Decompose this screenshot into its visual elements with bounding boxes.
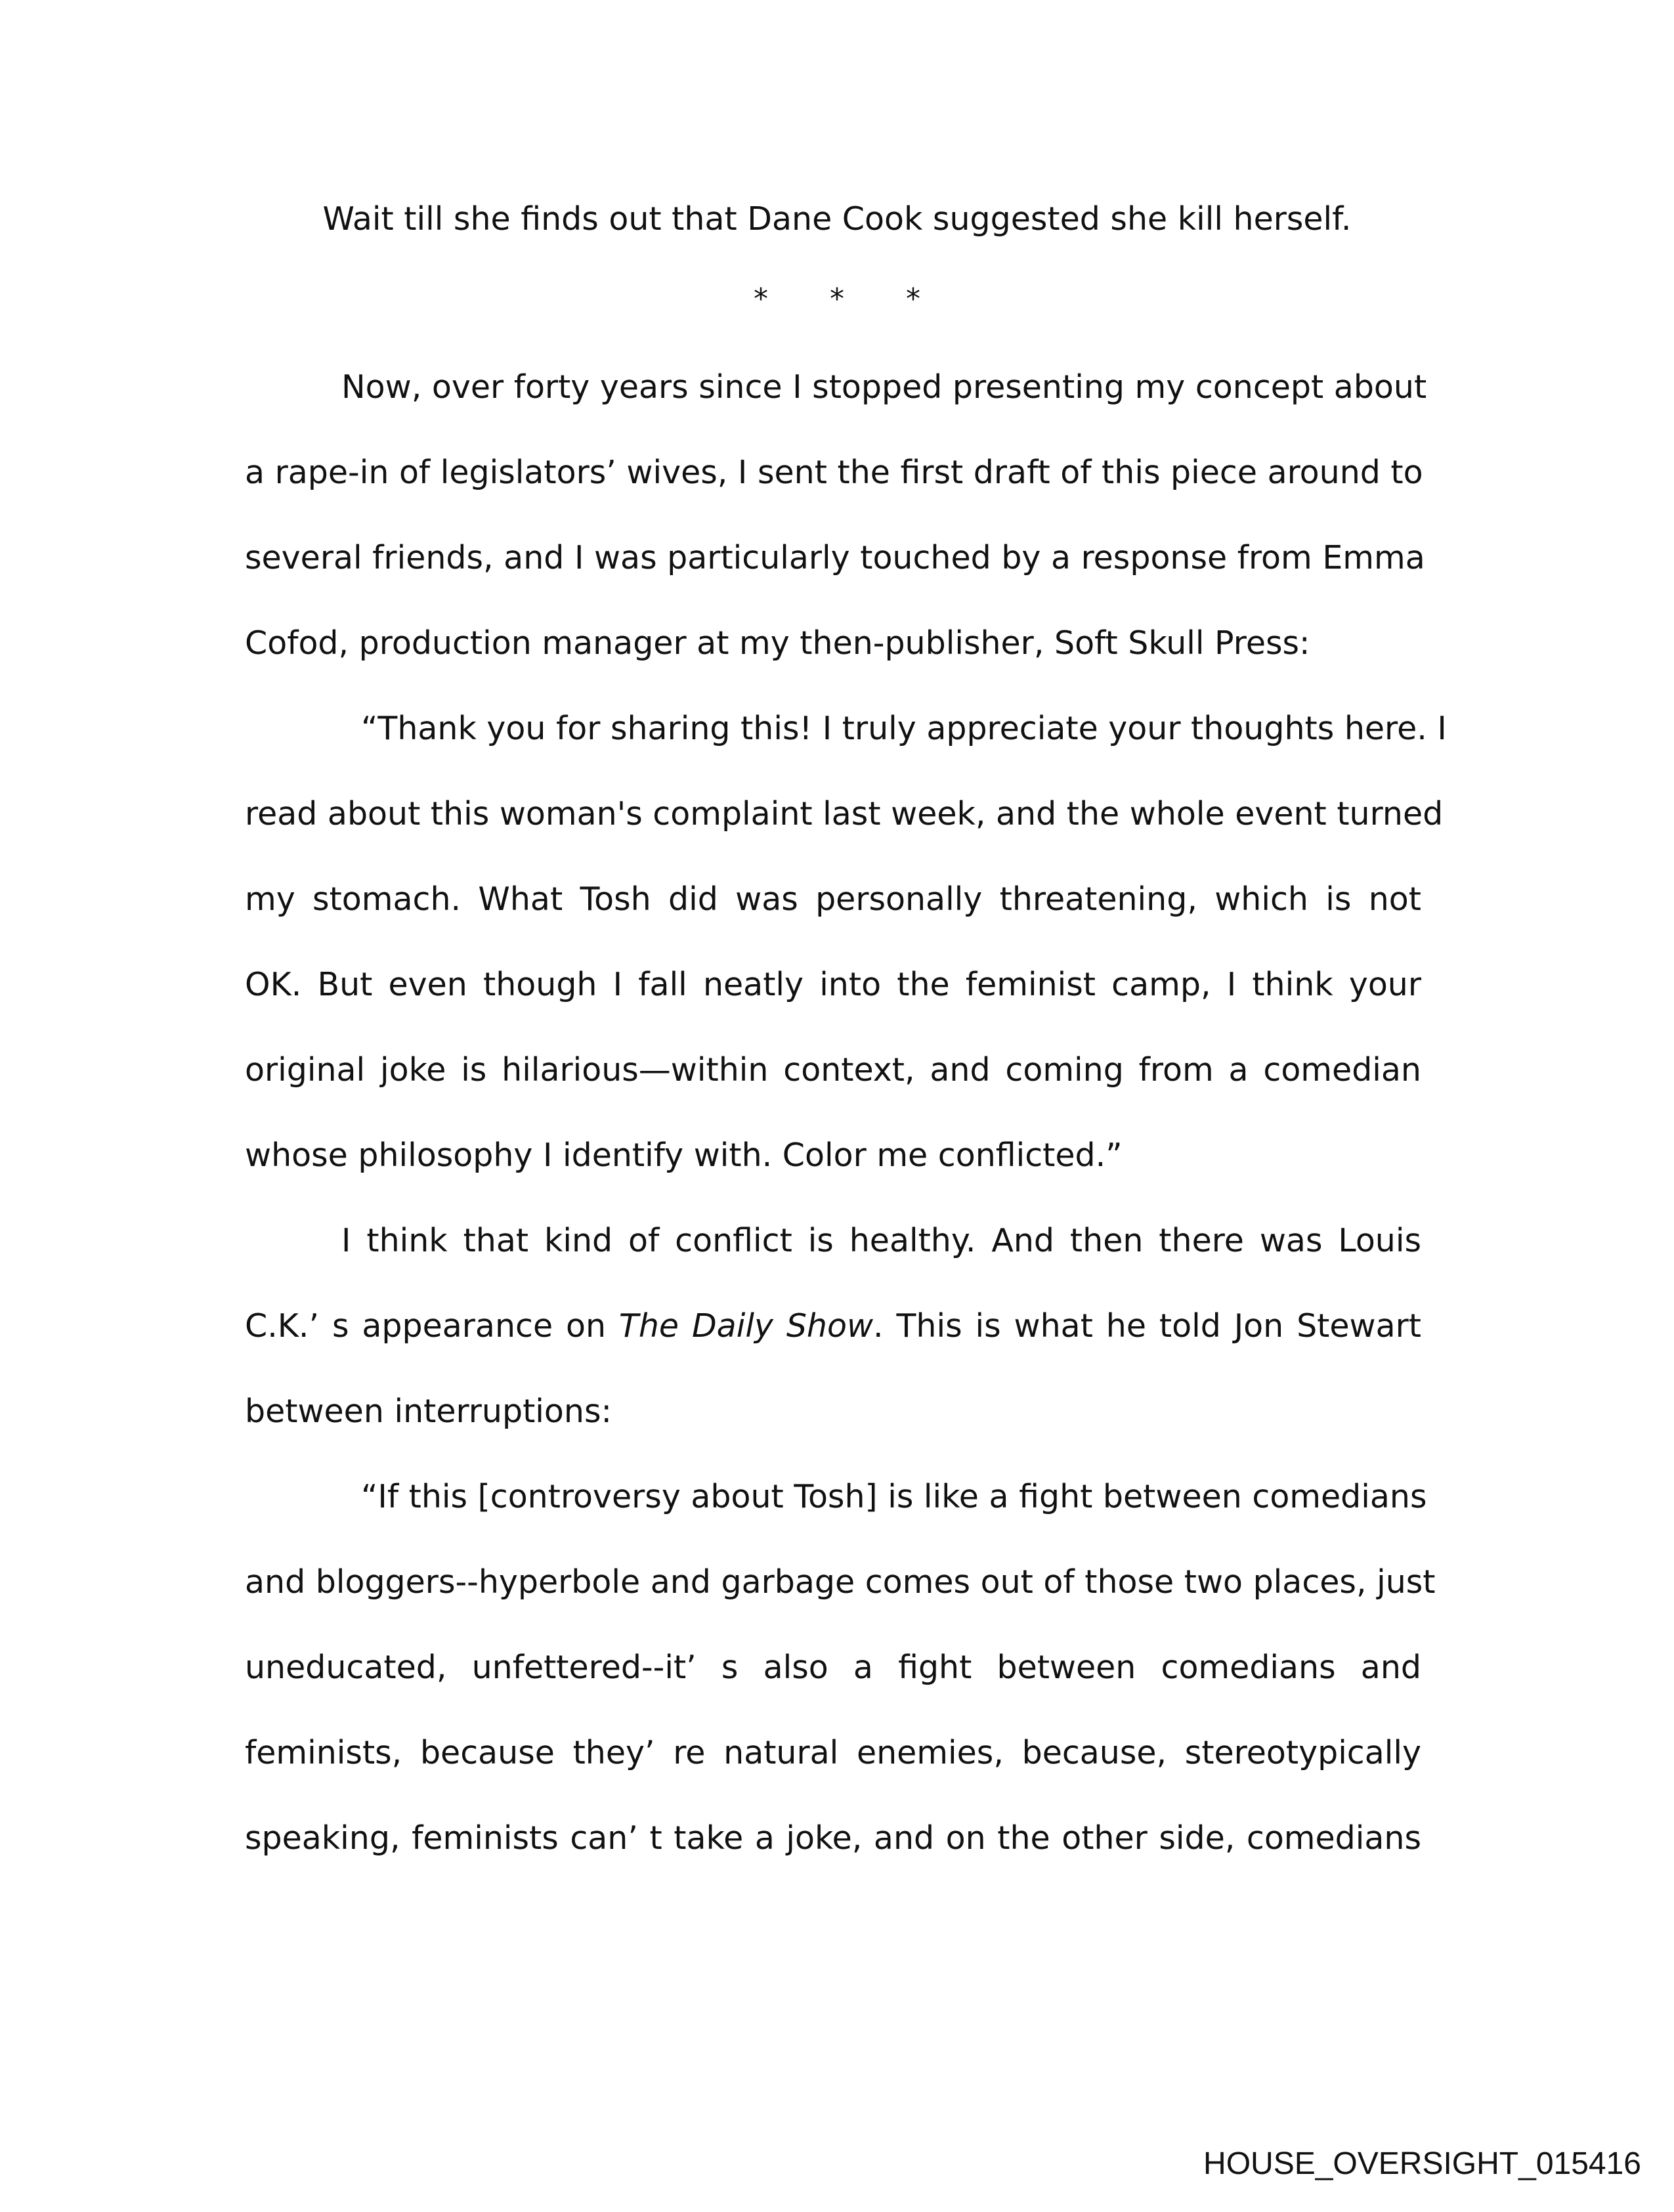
- text-fragment: C.K.’ s appearance on: [245, 1307, 619, 1345]
- text-line: I think that kind of conflict is healthy. And then there was Louis: [341, 1222, 1421, 1259]
- bates-number: HOUSE_OVERSIGHT_015416: [1203, 2146, 1641, 2181]
- text-line: several friends, and I was particularly touched by a response from Emma: [245, 539, 1425, 576]
- section-separator: * * *: [754, 282, 947, 316]
- text-line: Now, over forty years since I stopped presenting my concept about: [341, 368, 1427, 406]
- text-line-with-title: [245, 1307, 1421, 1346]
- quote-line: and bloggers--hyperbole and garbage comes out of those two places, just: [245, 1563, 1436, 1601]
- show-title: The Daily Show: [618, 1307, 874, 1345]
- quote-line: my stomach. What Tosh did was personally threatening, which is not: [245, 880, 1421, 918]
- quote-line: “If this [controversy about Tosh] is like a fight between comedians: [361, 1478, 1427, 1515]
- quote-line: OK. But even though I fall neatly into the feminist camp, I think your: [245, 966, 1421, 1003]
- text-line: Cofod, production manager at my then-publisher, Soft Skull Press:: [245, 624, 1310, 662]
- quote-line: speaking, feminists can’ t take a joke, and on the other side, comedians: [245, 1819, 1421, 1857]
- quote-line: uneducated, unfettered--it’ s also a fight between comedians and: [245, 1649, 1421, 1686]
- quote-line: read about this woman's complaint last week, and the whole event turned: [245, 795, 1444, 833]
- quote-line: “Thank you for sharing this! I truly appreciate your thoughts here. I: [361, 710, 1447, 747]
- text-line: a rape-in of legislators’ wives, I sent the first draft of this piece around to: [245, 454, 1423, 491]
- text-line: between interruptions:: [245, 1393, 612, 1430]
- text-fragment: . This is what he told Jon Stewart: [873, 1307, 1421, 1345]
- quote-line: whose philosophy I identify with. Color me conflicted.”: [245, 1137, 1123, 1174]
- text-line: Wait till she finds out that Dane Cook suggested she kill herself.: [322, 200, 1352, 238]
- quote-line: feminists, because they’ re natural enemies, because, stereotypically: [245, 1734, 1421, 1771]
- quote-line: original joke is hilarious—within context, and coming from a comedian: [245, 1051, 1421, 1089]
